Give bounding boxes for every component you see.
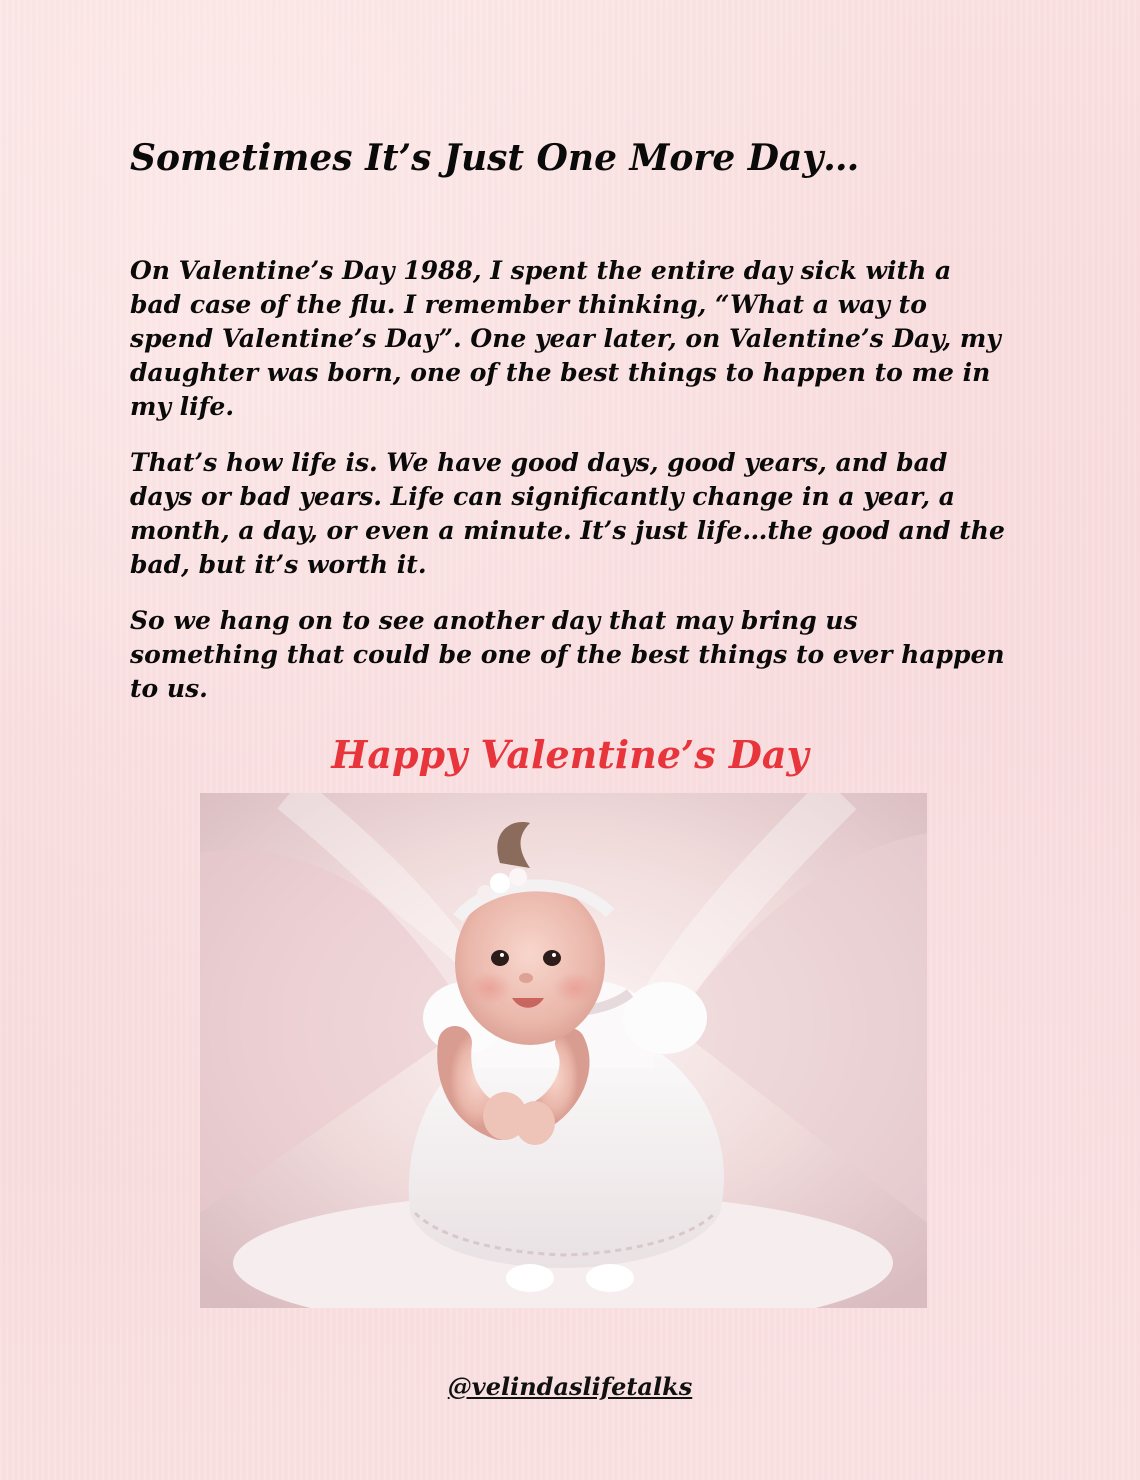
valentine-greeting: Happy Valentine’s Day — [331, 732, 809, 777]
page-title: Sometimes It’s Just One More Day… — [130, 137, 860, 179]
social-handle — [0, 1370, 1140, 1404]
paragraph-3: So we hang on to see another day that may bring us something that could be one of the best things to ever happen to us. — [130, 606, 1005, 703]
social-handle-link[interactable]: @velindaslifetalks — [447, 1372, 693, 1401]
paragraph-1: On Valentine’s Day 1988, I spent the entire day sick with a bad case of the flu. I remember thinking, “What a way to spend Valentine’s Day”. One year later, on Valentine’s Day, my daughter was born, one of the best things to happen to me in my life. — [130, 256, 1001, 421]
paragraph-2: That’s how life is. We have good days, good years, and bad days or bad years. Life can significantly change in a year, a month, a day, or even a minute. It’s just life…the good and the bad, but it’s worth it. — [130, 448, 1005, 579]
article-body — [130, 254, 1010, 728]
baby-photo — [200, 793, 927, 1308]
baby-photo-illustration — [200, 793, 927, 1308]
